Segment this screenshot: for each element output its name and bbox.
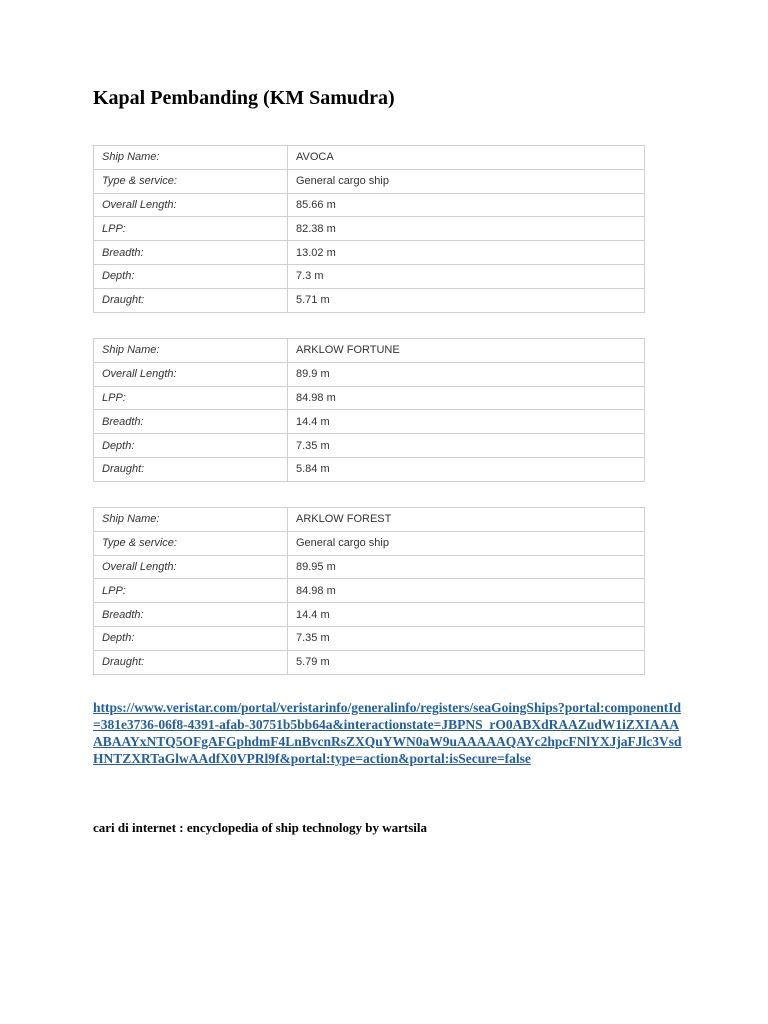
table-row: [94, 626, 645, 650]
row-value: AVOCA: [288, 146, 645, 170]
row-value: 5.79 m: [288, 650, 645, 674]
ship-table-arklow-fortune: [93, 338, 645, 482]
page-title: Kapal Pembanding (KM Samudra): [93, 87, 395, 109]
table-row: [94, 264, 645, 288]
table-row: [94, 193, 645, 217]
row-label: Depth:: [94, 626, 288, 650]
row-value: 14.4 m: [288, 603, 645, 627]
row-label: Ship Name:: [94, 339, 288, 363]
row-value: 82.38 m: [288, 217, 645, 241]
row-label: Draught:: [94, 457, 288, 481]
table-row: [94, 169, 645, 193]
row-label: Overall Length:: [94, 555, 288, 579]
veristar-link[interactable]: https://www.veristar.com/portal/veristarinfo/generalinfo/registers/seaGoingShips?portal:componentId=381e3736-06f8-4391-afab-30751b5bb64a&interactionstate=JBPNS_rO0ABXdRAAZudW1iZXIAAAABAAYxNTQ5OFgAFGphdmF4LnBvcnRsZXQuYWN0aW9uAAAAAQAYc2hpcFNlYXJjaFJlc3VsdHNTZXRTaGlwAAdfX0VPRl9f&portal:type=action&portal:isSecure=false: [93, 700, 682, 766]
row-label: Overall Length:: [94, 362, 288, 386]
row-label: Depth:: [94, 434, 288, 458]
table-row: [94, 146, 645, 170]
row-value: 89.95 m: [288, 555, 645, 579]
table-row: [94, 362, 645, 386]
row-value: General cargo ship: [288, 531, 645, 555]
row-value: 7.35 m: [288, 626, 645, 650]
table-row: [94, 555, 645, 579]
table-row: [94, 288, 645, 312]
row-value: ARKLOW FORTUNE: [288, 339, 645, 363]
row-label: Ship Name:: [94, 508, 288, 532]
table-row: [94, 339, 645, 363]
table-row: [94, 508, 645, 532]
row-label: Ship Name:: [94, 146, 288, 170]
row-label: Breadth:: [94, 410, 288, 434]
table-row: [94, 603, 645, 627]
row-label: Breadth:: [94, 603, 288, 627]
row-label: Type & service:: [94, 531, 288, 555]
row-value: 7.3 m: [288, 264, 645, 288]
row-value: 89.9 m: [288, 362, 645, 386]
row-label: Overall Length:: [94, 193, 288, 217]
row-value: ARKLOW FOREST: [288, 508, 645, 532]
table-row: [94, 217, 645, 241]
ship-table-arklow-forest: [93, 507, 645, 675]
row-value: 5.71 m: [288, 288, 645, 312]
table-row: [94, 386, 645, 410]
table-row: [94, 650, 645, 674]
row-label: LPP:: [94, 579, 288, 603]
table-row: [94, 410, 645, 434]
ship-table-avoca: [93, 145, 645, 313]
row-label: LPP:: [94, 217, 288, 241]
row-value: 84.98 m: [288, 386, 645, 410]
row-label: Depth:: [94, 264, 288, 288]
search-note: cari di internet : encyclopedia of ship technology by wartsila: [93, 820, 428, 835]
row-label: LPP:: [94, 386, 288, 410]
table-row: [94, 457, 645, 481]
row-label: Draught:: [94, 650, 288, 674]
row-value: 84.98 m: [288, 579, 645, 603]
row-value: 7.35 m: [288, 434, 645, 458]
row-label: Draught:: [94, 288, 288, 312]
row-label: Type & service:: [94, 169, 288, 193]
row-value: 14.4 m: [288, 410, 645, 434]
table-row: [94, 531, 645, 555]
table-row: [94, 241, 645, 265]
row-label: Breadth:: [94, 241, 288, 265]
table-row: [94, 579, 645, 603]
row-value: 13.02 m: [288, 241, 645, 265]
row-value: General cargo ship: [288, 169, 645, 193]
row-value: 85.66 m: [288, 193, 645, 217]
row-value: 5.84 m: [288, 457, 645, 481]
table-row: [94, 434, 645, 458]
